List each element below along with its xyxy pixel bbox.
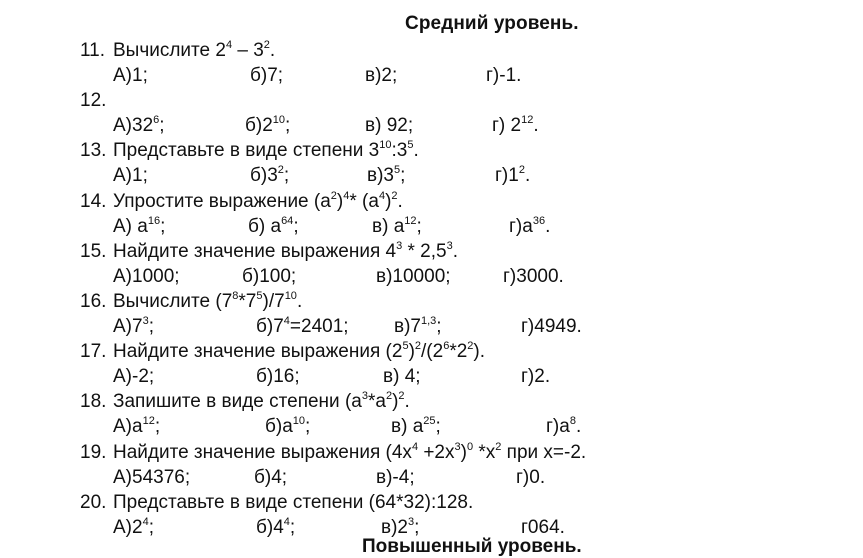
answer-option: [113, 115, 165, 137]
superscript: 2: [391, 189, 398, 202]
answer-option: [113, 416, 160, 438]
text-run: )/7: [262, 291, 285, 312]
question-number: 17.: [80, 341, 107, 363]
text-run: Представьте в виде степени (64*32):128.: [113, 491, 474, 513]
superscript: 2: [330, 189, 337, 202]
text-run: А)1000;: [113, 265, 180, 287]
question-number: 14.: [80, 190, 107, 212]
superscript: 3: [446, 239, 453, 252]
text-run: /(2: [421, 341, 444, 363]
text-run: Найдите значение выражения (4x: [113, 441, 412, 463]
answer-option: [503, 266, 564, 288]
text-run: г)0.: [516, 466, 546, 488]
question-17: [80, 341, 485, 363]
question-number: 15.: [80, 240, 107, 262]
text-run: ): [460, 441, 467, 463]
section-title: Средний уровень.: [405, 13, 579, 34]
text-run: г)1: [495, 165, 519, 187]
question-15: [80, 241, 458, 263]
question-prompt: [113, 40, 275, 61]
answer-option: [254, 467, 287, 489]
text-run: А)1;: [113, 165, 148, 187]
question-number: 18.: [80, 391, 107, 413]
text-run: .: [452, 240, 459, 262]
text-run: Вычислите 2: [113, 40, 226, 61]
superscript: 2: [518, 164, 525, 177]
question-number: 20.: [80, 491, 107, 513]
text-run: ;: [148, 516, 154, 538]
text-run: ;: [283, 165, 290, 187]
text-run: б)а: [265, 416, 293, 438]
text-run: .: [413, 140, 419, 162]
text-run: в)2;: [365, 65, 398, 86]
text-run: А)2: [113, 516, 143, 538]
text-run: ): [408, 341, 415, 363]
text-run: б)7;: [250, 65, 284, 86]
text-run: ;: [435, 416, 441, 438]
answer-option: [113, 517, 154, 539]
text-run: Вычислите (7: [113, 291, 233, 312]
superscript: 3: [361, 390, 368, 403]
text-run: * (а: [349, 190, 379, 212]
text-run: ;: [159, 115, 165, 137]
superscript: 5: [407, 139, 414, 152]
text-run: г)-1.: [486, 65, 522, 86]
question-prompt: [113, 291, 302, 312]
answer-option: [113, 316, 154, 338]
text-run: г)а: [509, 215, 533, 237]
text-run: А)1;: [113, 65, 148, 86]
superscript: 25: [423, 415, 436, 428]
answer-option: [383, 366, 421, 388]
superscript: 2: [398, 390, 405, 403]
text-run: г)2.: [521, 366, 551, 388]
question-prompt: [113, 140, 419, 161]
text-run: ;: [400, 165, 406, 187]
superscript: 4: [343, 189, 350, 202]
answer-option: [521, 366, 550, 388]
text-run: в)10000;: [376, 265, 451, 287]
question-19: [80, 442, 586, 464]
answer-option: [495, 165, 530, 187]
text-run: .: [296, 291, 303, 312]
answer-option: [250, 165, 289, 187]
text-run: ;: [154, 416, 161, 438]
answer-option: [256, 517, 295, 539]
superscript: 3: [408, 515, 415, 528]
superscript: 10: [272, 114, 286, 127]
text-run: б) а: [248, 215, 282, 237]
text-run: :3: [391, 140, 408, 162]
text-run: ).: [473, 341, 486, 363]
text-run: ;: [436, 316, 442, 337]
superscript: 1,3: [421, 315, 437, 327]
question-prompt: [113, 191, 403, 212]
question-16: [80, 291, 302, 313]
question-13: [80, 140, 419, 162]
answer-option: [250, 65, 283, 87]
text-run: б)4: [256, 516, 284, 538]
superscript: 2: [467, 340, 474, 353]
superscript: 2: [385, 390, 393, 403]
text-run: б)16;: [256, 366, 300, 388]
next-section-title: Повышенный уровень.: [362, 536, 582, 557]
text-run: Представьте в виде степени 3: [113, 140, 380, 162]
text-run: ;: [414, 516, 420, 538]
text-run: в)-4;: [376, 466, 415, 488]
text-run: Запишите в виде степени (а: [113, 391, 362, 413]
text-run: ;: [148, 316, 154, 337]
superscript: 64: [281, 214, 294, 227]
question-number: 12.: [80, 90, 107, 112]
text-run: .: [404, 391, 410, 413]
text-run: в) 4;: [383, 366, 421, 388]
question-prompt: [113, 442, 586, 463]
text-run: б)7: [256, 316, 284, 337]
text-run: г)4949.: [521, 316, 582, 337]
question-prompt: [113, 391, 410, 412]
text-run: б)3: [250, 165, 278, 187]
answer-option: [492, 115, 539, 137]
text-run: +2x: [418, 441, 455, 463]
superscript: 4: [225, 39, 233, 51]
text-run: в)3: [367, 165, 394, 187]
superscript: 4: [411, 440, 419, 453]
superscript: 6: [153, 114, 160, 127]
answer-option: [394, 316, 442, 338]
superscript: 12: [404, 214, 417, 227]
superscript: 2: [277, 164, 284, 177]
question-11: [80, 40, 275, 62]
text-run: * 2,5: [402, 240, 447, 262]
question-number: 19.: [80, 441, 107, 463]
text-run: б)100;: [242, 265, 297, 287]
question-prompt: [113, 341, 485, 362]
answer-option: [248, 216, 299, 238]
text-run: *x: [473, 441, 496, 463]
answer-option: [486, 65, 521, 87]
answer-option: [391, 416, 441, 438]
superscript: 3: [142, 315, 149, 327]
text-run: .: [397, 190, 403, 212]
text-run: *а: [367, 391, 386, 413]
text-run: А)32: [113, 115, 154, 137]
question-12: [80, 90, 113, 112]
text-run: Найдите значение выражения 4: [113, 240, 397, 262]
superscript: 5: [402, 340, 409, 353]
text-run: ;: [293, 215, 299, 237]
text-run: ;: [416, 215, 422, 237]
superscript: 36: [532, 214, 546, 227]
text-run: г) 2: [492, 115, 522, 137]
superscript: 5: [256, 290, 263, 302]
text-run: А)54376;: [113, 466, 191, 488]
text-run: А)-2;: [113, 366, 155, 388]
answer-option: [546, 416, 581, 438]
text-run: .: [575, 416, 582, 438]
superscript: 16: [147, 214, 161, 227]
question-number: 16.: [80, 291, 107, 312]
text-run: в) а: [372, 215, 405, 237]
text-run: *7: [238, 291, 257, 312]
answer-option: [376, 266, 451, 288]
text-run: в) 92;: [365, 115, 414, 137]
answer-option: [113, 366, 154, 388]
answer-option: [365, 65, 397, 87]
text-run: б)4;: [254, 466, 288, 488]
text-run: ;: [305, 416, 311, 438]
answer-option: [113, 65, 148, 87]
superscript: 12: [142, 415, 155, 428]
answer-option: [516, 467, 545, 489]
text-run: Найдите значение выражения (2: [113, 341, 403, 363]
text-run: *2: [449, 341, 468, 363]
question-prompt: [113, 241, 458, 262]
answer-option: [521, 316, 582, 338]
superscript: 3: [396, 239, 403, 252]
text-run: в)2: [381, 516, 408, 538]
answer-option: [365, 115, 413, 137]
superscript: 5: [394, 164, 401, 177]
text-run: в)7: [394, 316, 421, 337]
text-run: А)а: [113, 416, 143, 438]
superscript: 10: [379, 139, 392, 152]
superscript: 12: [521, 114, 534, 127]
superscript: 0: [466, 440, 474, 453]
text-run: Упростите выражение (а: [113, 190, 331, 212]
answer-option: [372, 216, 422, 238]
text-run: г064.: [521, 516, 565, 538]
text-run: г)а: [546, 416, 570, 438]
superscript: 4: [378, 189, 386, 202]
superscript: 10: [292, 415, 306, 428]
superscript: 8: [232, 290, 239, 302]
answer-option: [367, 165, 405, 187]
superscript: 8: [569, 415, 576, 428]
text-run: – 3: [232, 40, 264, 61]
superscript: 6: [443, 340, 450, 353]
text-run: ;: [289, 516, 296, 538]
text-run: .: [524, 165, 531, 187]
answer-option: [113, 266, 180, 288]
question-14: [80, 191, 403, 213]
superscript: 4: [142, 515, 149, 528]
answer-option: [256, 366, 300, 388]
superscript: 4: [283, 515, 290, 528]
superscript: 2: [414, 340, 422, 353]
superscript: 10: [284, 290, 297, 302]
text-run: .: [533, 115, 539, 137]
superscript: 2: [263, 39, 270, 51]
text-run: в) а: [391, 416, 424, 438]
answer-option: [113, 467, 190, 489]
answer-option: [242, 266, 296, 288]
question-prompt: [113, 492, 473, 513]
question-20: [80, 492, 473, 514]
superscript: 4: [283, 315, 290, 327]
text-run: б)2: [245, 115, 273, 137]
text-run: ;: [285, 115, 291, 137]
text-run: =2401;: [289, 316, 349, 337]
superscript: 3: [454, 440, 461, 453]
question-18: [80, 391, 410, 413]
text-run: ;: [160, 215, 166, 237]
text-run: ): [385, 190, 392, 212]
answer-option: [113, 165, 148, 187]
answer-option: [113, 216, 165, 238]
answer-option: [245, 115, 290, 137]
answer-option: [509, 216, 550, 238]
text-run: ): [392, 391, 399, 413]
text-run: А)7: [113, 316, 143, 337]
answer-option: [376, 467, 415, 489]
text-run: А) а: [113, 215, 148, 237]
answer-option: [265, 416, 310, 438]
text-run: г)3000.: [503, 265, 564, 287]
text-run: .: [269, 40, 276, 61]
question-number: 11.: [80, 40, 106, 61]
question-number: 13.: [80, 140, 107, 162]
superscript: 2: [495, 440, 502, 453]
text-run: при x=-2.: [501, 441, 587, 463]
text-run: ): [336, 190, 344, 212]
answer-option: [256, 316, 349, 338]
text-run: .: [545, 215, 551, 237]
